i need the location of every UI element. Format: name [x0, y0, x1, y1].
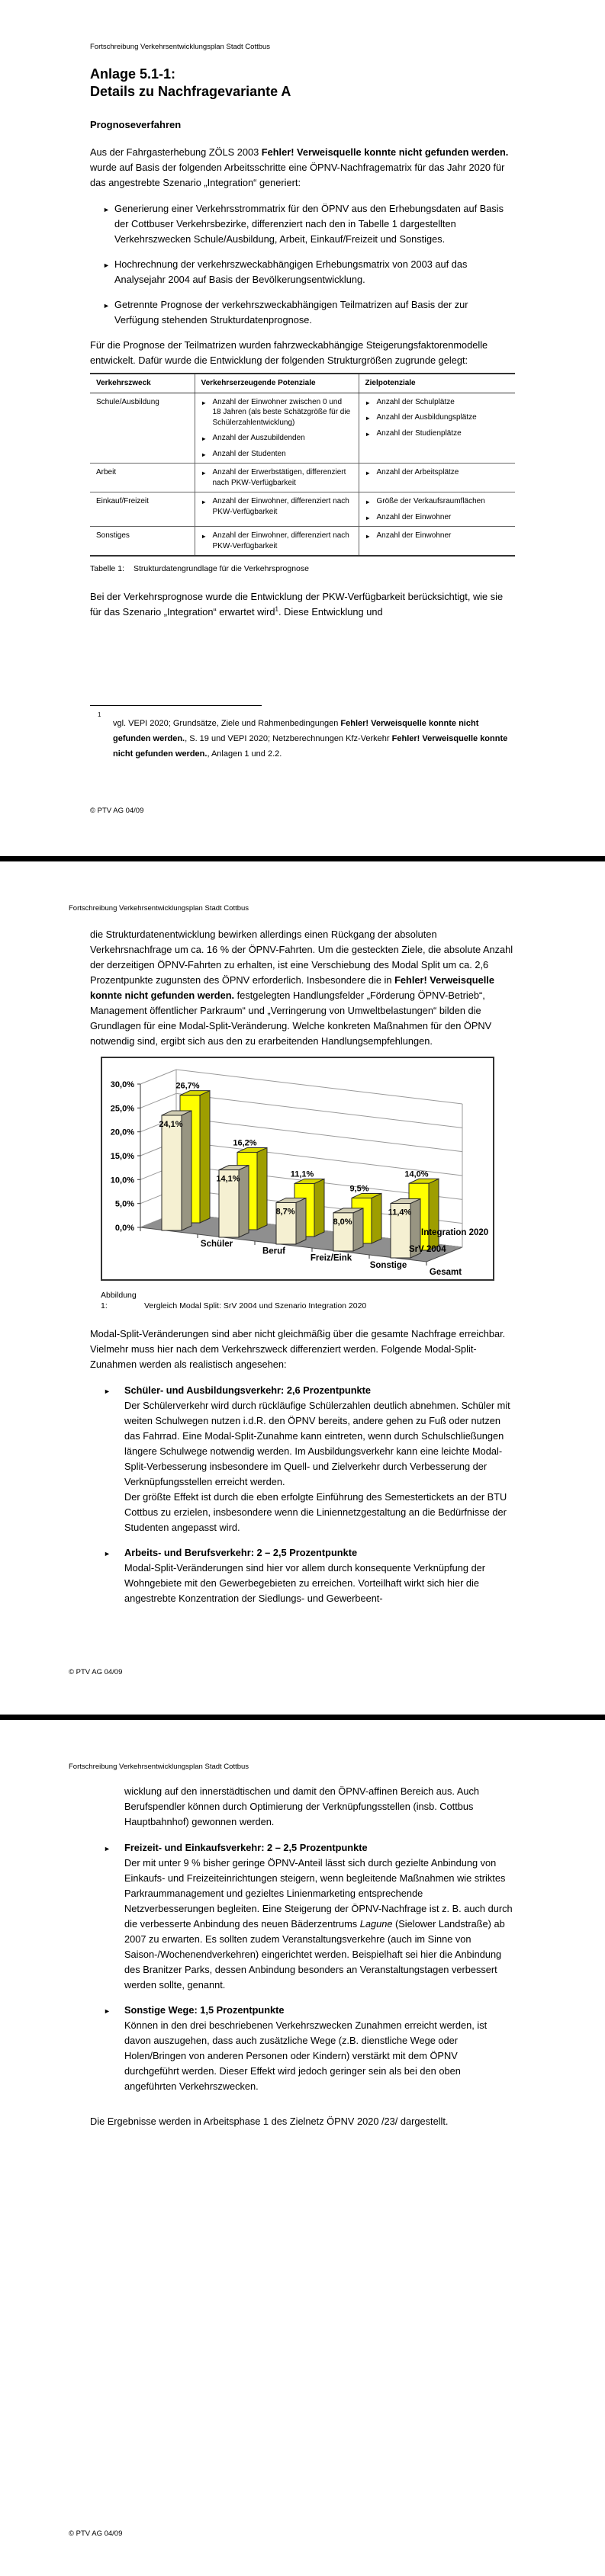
running-header: Fortschreibung Verkehrsentwicklungsplan Stadt Cottbus: [69, 904, 249, 913]
footnote-text: vgl. VEPI 2020; Grundsätze, Ziele und Rahmenbedingungen Fehler! Verweisquelle konnte nicht gefunden werden., S. 19 und VEPI 2020; Netzberechnungen Kfz-Verkehr Fehler! Verweisquelle konnte nicht gefunden werden., Anlagen 1 und 2.2.: [113, 719, 508, 759]
triangle-bullet-icon: ►: [103, 302, 110, 310]
list-item-text: Generierung einer Verkehrsstrommatrix für den ÖPNV aus den Erhebungsdaten auf Basis der Cottbuser Verkehrsbezirke, differenziert nach den in Tabelle 1 dargestellten Verkehrszwecken Schule/Ausbildung, Arbeit, Einkauf/Freizeit und Sonstiges.: [114, 203, 504, 245]
figure-caption: [101, 1290, 515, 1311]
page-title: [90, 66, 515, 101]
triangle-bullet-icon: ►: [201, 451, 207, 458]
svg-text:25,0%: 25,0%: [110, 1104, 134, 1114]
svg-text:24,1%: 24,1%: [159, 1119, 183, 1129]
triangle-bullet-icon: ►: [365, 430, 371, 438]
list-item-title: Arbeits- und Berufsverkehr: 2 – 2,5 Prozentpunkte: [124, 1547, 358, 1558]
cell-bullet: [365, 496, 510, 507]
cell-bullet: [365, 428, 510, 439]
section-heading: Prognoseverfahren: [90, 119, 182, 130]
cell-bullet-text: Größe der Verkaufsraumflächen: [376, 497, 485, 505]
running-header: Fortschreibung Verkehrsentwicklungsplan Stadt Cottbus: [69, 1763, 249, 1771]
bar3d-chart-svg: [102, 1058, 493, 1279]
cell-verkehrszweck: Sonstiges: [96, 531, 130, 540]
cell-verkehrszweck: Arbeit: [90, 464, 195, 492]
cell-bullet: [201, 397, 352, 428]
caption-text: Vergleich Modal Split: SrV 2004 und Szenario Integration 2020: [144, 1301, 367, 1310]
cell-bullet-text: Anzahl der Einwohner, differenziert nach PKW-Verfügbarkeit: [212, 497, 349, 516]
list-item-text: Hochrechnung der verkehrszweckabhängigen Erhebungsmatrix von 2003 auf das Analysejahr 2004 auf Basis der Bevölkerungsentwicklung.: [114, 258, 468, 285]
col-header-verkehrszweck: Verkehrszweck: [90, 374, 195, 393]
cell-ziel: [359, 492, 515, 527]
triangle-bullet-icon: ►: [104, 2007, 111, 2015]
list-item-text: Der größte Effekt ist durch die eben erfolgte Einführung des Semestertickets an der BTU Cottbus zu erzielen, insbesondere wenn die Liniennetzgestaltung an die Bedürfnisse der Studenten angepasst wird.: [124, 1491, 507, 1533]
triangle-bullet-icon: ►: [201, 499, 207, 505]
list-item-text: Modal-Split-Veränderungen sind hier vor allem durch konsequente Verknüpfung der Wohngebiete mit den Gewerbegebieten zu erreichen. Vorteilhaft wirkt sich hier die angestrebte Konzentration der Siedlungs- und Gewerbeent-: [124, 1562, 486, 1604]
page-separator: [0, 856, 605, 861]
page1-content: [90, 66, 515, 620]
svg-text:14,1%: 14,1%: [216, 1174, 240, 1184]
cell-erzeugende: [195, 527, 359, 557]
list-item-text: Der mit unter 9 % bisher geringe ÖPNV-Anteil lässt sich durch gezielte Anbindung von Einkaufs- und Freizeiteinrichtungen steigern, wenn begleitende Maßnahmen wie striktes Parkraummanagement und gezieltes Linienmarketing entsprechende Netzverbesserungen begleiten. Eine Steigerung der ÖPNV-Nachfrage ist z. B. auch durch die verbesserte Anbindung des neuen Bäderzentrums Lagune (Sielower Landstraße) ab 2007 zu erwarten. Es sollten zudem Veranstaltungsverkehre (auch im Sinne von Saison-/Wochenendverkehren) eingerichtet werden. Beispielhaft sei hier die Anbindung des Branitzer Parks, dessen Anbindung besonders an Veranstaltungstagen verbessert werden sollte, genannt.: [124, 1857, 513, 1991]
paragraph: Für die Prognose der Teilmatrizen wurden fahrzweckabhängige Steigerungsfaktorenmodelle entwickelt. Dafür wurde die Entwicklung der folgenden Strukturgrößen zugrunde gelegt:: [90, 339, 488, 366]
intro-paragraph: Aus der Fahrgasterhebung ZÖLS 2003 Fehler! Verweisquelle konnte nicht gefunden werden. wurde auf Basis der folgenden Arbeitsschritte eine ÖPNV-Nachfragematrix für das Jahr 2020 für das angestrebte Szenario „Integration“ generiert:: [90, 146, 509, 188]
modal-split-chart: [101, 1057, 494, 1281]
col-header-zielpotenziale: Zielpotenziale: [359, 374, 515, 393]
svg-text:Integration 2020: Integration 2020: [421, 1228, 489, 1237]
list-item-text: Der Schülerverkehr wird durch rückläufige Schülerzahlen deutlich abnehmen. Schüler mit weiten Schulwegen nutzen i.d.R. den ÖPNV bereits, andere gehen zu Fuß oder nutzen das Fahrrad. Eine Modal-Split-Zunahme kann eintreten, wenn durch Schulschließungen längere Schulwege notwendig werden. Im Ausbildungsverkehr kann eine leichte Modal-Split-Verbesserung insbesondere im Quell- und Zielverkehr durch Verbesserung der Verknüpfungsstellen erreicht werden.: [124, 1400, 510, 1487]
cell-bullet: [201, 449, 352, 460]
cell-bullet-text: Anzahl der Studienplätze: [376, 428, 462, 438]
cell-bullet-text: Anzahl der Einwohner: [376, 531, 452, 540]
structure-data-table: [90, 373, 515, 557]
table-row: [90, 527, 515, 557]
document-page-2: [0, 861, 605, 1715]
triangle-bullet-icon: ►: [201, 533, 207, 540]
list-item: [90, 257, 515, 287]
svg-text:10,0%: 10,0%: [110, 1176, 134, 1185]
svg-text:14,0%: 14,0%: [404, 1169, 429, 1179]
cell-bullet: [365, 412, 510, 423]
triangle-bullet-icon: ►: [365, 470, 371, 476]
triangle-bullet-icon: ►: [365, 499, 371, 505]
caption-label: Abbildung 1:: [101, 1291, 137, 1310]
document-page-3: [0, 1720, 605, 2576]
svg-text:Beruf: Beruf: [262, 1246, 286, 1256]
footnote-rule: [90, 705, 262, 706]
cell-bullet-text: Anzahl der Auszubildenden: [212, 434, 305, 442]
cell-bullet: [365, 467, 510, 478]
table-row: [90, 464, 515, 492]
triangle-bullet-icon: ►: [201, 470, 207, 476]
cell-bullet: [365, 397, 510, 408]
list-item-text: Getrennte Prognose der verkehrszweckabhängigen Teilmatrizen auf Basis der zur Verfügung stehenden Strukturdatenprognose.: [114, 299, 468, 326]
triangle-bullet-icon: ►: [104, 1845, 111, 1853]
list-item: [90, 1545, 515, 1606]
paragraph: Bei der Verkehrsprognose wurde die Entwicklung der PKW-Verfügbarkeit berücksichtigt, wie sie für das Szenario „Integration“ erwartet wird$^1$. Diese Entwicklung und: [90, 591, 504, 618]
list-item: [90, 1383, 515, 1535]
cell-bullet-text: Anzahl der Studenten: [212, 449, 286, 458]
cell-bullet: [365, 531, 510, 541]
cell-bullet: [201, 433, 352, 444]
svg-text:Gesamt: Gesamt: [429, 1268, 462, 1278]
triangle-bullet-icon: ►: [201, 435, 207, 442]
bullet-list: [90, 201, 515, 328]
svg-text:5,0%: 5,0%: [114, 1199, 134, 1209]
document-page-1: [0, 0, 605, 856]
triangle-bullet-icon: ►: [365, 514, 371, 521]
caption-label: Tabelle 1:: [90, 564, 124, 573]
list-item: [90, 201, 515, 247]
cell-ziel: [359, 393, 515, 464]
footnote: 1 vgl. VEPI 2020; Grundsätze, Ziele und Rahmenbedingungen Fehler! Verweisquelle konnte nicht gefunden werden., S. 19 und VEPI 2020; Netzberechnungen Kfz-Verkehr Fehler! Verweisquelle konnte nicht gefunden werden., Anlagen 1 und 2.2.: [98, 711, 508, 759]
list-item: [90, 1840, 515, 1993]
title-line1: Anlage 5.1-1:: [90, 66, 176, 82]
list-item-title: Schüler- und Ausbildungsverkehr: 2,6 Prozentpunkte: [124, 1384, 372, 1396]
svg-text:9,5%: 9,5%: [349, 1184, 369, 1194]
list-item-text: Können in den drei beschriebenen Verkehrszwecken Zunahmen erreicht werden, ist davon auszugehen, dass auch zusätzliche Wege (z.B. dienstliche Wege oder Holen/Bringen von anderen Personen oder Kindern) verstärkt mit dem ÖPNV durchgeführt werden. Dieser Effekt wird jedoch geringer sein als bei den oben angeführten Verkehrszwecken.: [124, 2019, 488, 2092]
triangle-bullet-icon: ►: [103, 206, 110, 213]
cell-bullet-text: Anzahl der Arbeitsplätze: [376, 468, 459, 476]
cell-verkehrszweck: Einkauf/Freizeit: [90, 492, 195, 527]
bullet-list: [90, 1840, 515, 2094]
page-footer: © PTV AG 04/09: [69, 2529, 123, 2538]
triangle-bullet-icon: ►: [365, 533, 371, 540]
svg-text:16,2%: 16,2%: [233, 1138, 257, 1148]
cell-bullet: [201, 467, 352, 488]
table-row: [90, 393, 515, 464]
page-footer: © PTV AG 04/09: [69, 1667, 123, 1676]
table-caption: [90, 563, 515, 574]
cell-verkehrszweck: Schule/Ausbildung: [90, 393, 195, 464]
cell-erzeugende: [195, 464, 359, 492]
page-footer: © PTV AG 04/09: [90, 806, 144, 815]
cell-erzeugende: [195, 492, 359, 527]
closing-paragraph: Die Ergebnisse werden in Arbeitsphase 1 des Zielnetz ÖPNV 2020 /23/ dargestellt.: [90, 2116, 449, 2127]
triangle-bullet-icon: ►: [201, 399, 207, 406]
cell-bullet-text: Anzahl der Einwohner, differenziert nach PKW-Verfügbarkeit: [212, 531, 349, 550]
table-header-row: [90, 374, 515, 393]
list-item: [90, 297, 515, 328]
svg-text:20,0%: 20,0%: [110, 1128, 134, 1137]
running-header: Fortschreibung Verkehrsentwicklungsplan Stadt Cottbus: [90, 43, 271, 51]
bullet-list: [90, 1383, 515, 1606]
cell-bullet-text: Anzahl der Einwohner: [376, 512, 452, 521]
svg-text:15,0%: 15,0%: [110, 1152, 134, 1161]
paragraph: Modal-Split-Veränderungen sind aber nicht gleichmäßig über die gesamte Nachfrage erreichbar. Vielmehr muss hier nach dem Verkehrszweck differenziert werden. Folgende Modal-Split-Zunahmen werden als realistisch angesehen:: [90, 1328, 506, 1370]
cell-ziel: [359, 527, 515, 557]
page-separator: [0, 1715, 605, 1720]
svg-text:Freiz/Eink: Freiz/Eink: [310, 1253, 352, 1263]
cell-bullet-text: Anzahl der Einwohner zwischen 0 und 18 Jahren (als beste Schätzgröße für die Schülerzahlentwicklung): [212, 397, 351, 427]
cell-bullet-text: Anzahl der Schulplätze: [376, 397, 455, 406]
title-line2: Details zu Nachfragevariante A: [90, 84, 291, 99]
continuation-paragraph: wicklung auf den innerstädtischen und damit den ÖPNV-affinen Bereich aus. Auch Berufspendler können durch Optimierung der Verknüpfungsstellen (insb. Cottbus Hauptbahnhof) gewonnen werden.: [124, 1785, 480, 1827]
svg-text:SrV 2004: SrV 2004: [409, 1245, 446, 1254]
cell-bullet: [201, 531, 352, 551]
cell-bullet-text: Anzahl der Ausbildungsplätze: [376, 413, 477, 422]
caption-text: Strukturdatengrundlage für die Verkehrsprognose: [134, 564, 309, 573]
svg-text:11,4%: 11,4%: [388, 1208, 412, 1217]
svg-text:0,0%: 0,0%: [114, 1224, 134, 1233]
svg-text:Schüler: Schüler: [200, 1240, 233, 1249]
table-row: [90, 492, 515, 527]
svg-text:8,7%: 8,7%: [275, 1207, 295, 1217]
svg-text:11,1%: 11,1%: [290, 1169, 314, 1179]
cell-bullet: [201, 496, 352, 517]
cell-erzeugende: [195, 393, 359, 464]
page3-content: [90, 1784, 515, 2129]
list-item: [90, 2003, 515, 2094]
triangle-bullet-icon: ►: [103, 261, 110, 269]
svg-text:8,0%: 8,0%: [333, 1217, 352, 1227]
page2-content: [90, 927, 515, 1606]
svg-text:26,7%: 26,7%: [175, 1081, 200, 1091]
cell-bullet-text: Anzahl der Erwerbstätigen, differenziert nach PKW-Verfügbarkeit: [212, 468, 346, 487]
triangle-bullet-icon: ►: [104, 1550, 111, 1557]
triangle-bullet-icon: ►: [365, 399, 371, 406]
list-item-title: Freizeit- und Einkaufsverkehr: 2 – 2,5 Prozentpunkte: [124, 1842, 368, 1853]
triangle-bullet-icon: ►: [104, 1387, 111, 1395]
cell-bullet: [365, 512, 510, 523]
col-header-erzeugende-potenziale: Verkehrserzeugende Potenziale: [195, 374, 359, 393]
footnote-block: [90, 705, 515, 770]
triangle-bullet-icon: ►: [365, 415, 371, 422]
paragraph: die Strukturdatenentwicklung bewirken allerdings einen Rückgang der absoluten Verkehrsnachfrage um ca. 16 % der ÖPNV-Fahrten. Um die gesteckten Ziele, die absolute Anzahl der derzeitigen ÖPNV-Fahrten zu erhalten, ist eine Verschiebung des Modal Split um ca. 2,6 Prozentpunkte zugunsten des ÖPNV erforderlich. Insbesondere die in Fehler! Verweisquelle konnte nicht gefunden werden. festgelegten Handlungsfelder „Förderung ÖPNV-Betrieb“, Management öffentlicher Parkraum“ und „Verringerung von Umweltbelastungen“ bilden die Grundlagen für eine Modal-Split-Veränderung. Welche konkreten Maßnahmen für den ÖPNV notwendig sind, ergibt sich aus den zu erarbeitenden Handlungsempfehlungen.: [90, 929, 513, 1047]
svg-text:Sonstige: Sonstige: [369, 1260, 407, 1270]
cell-ziel: [359, 464, 515, 492]
svg-text:30,0%: 30,0%: [110, 1080, 134, 1089]
list-item-title: Sonstige Wege: 1,5 Prozentpunkte: [124, 2004, 285, 2016]
